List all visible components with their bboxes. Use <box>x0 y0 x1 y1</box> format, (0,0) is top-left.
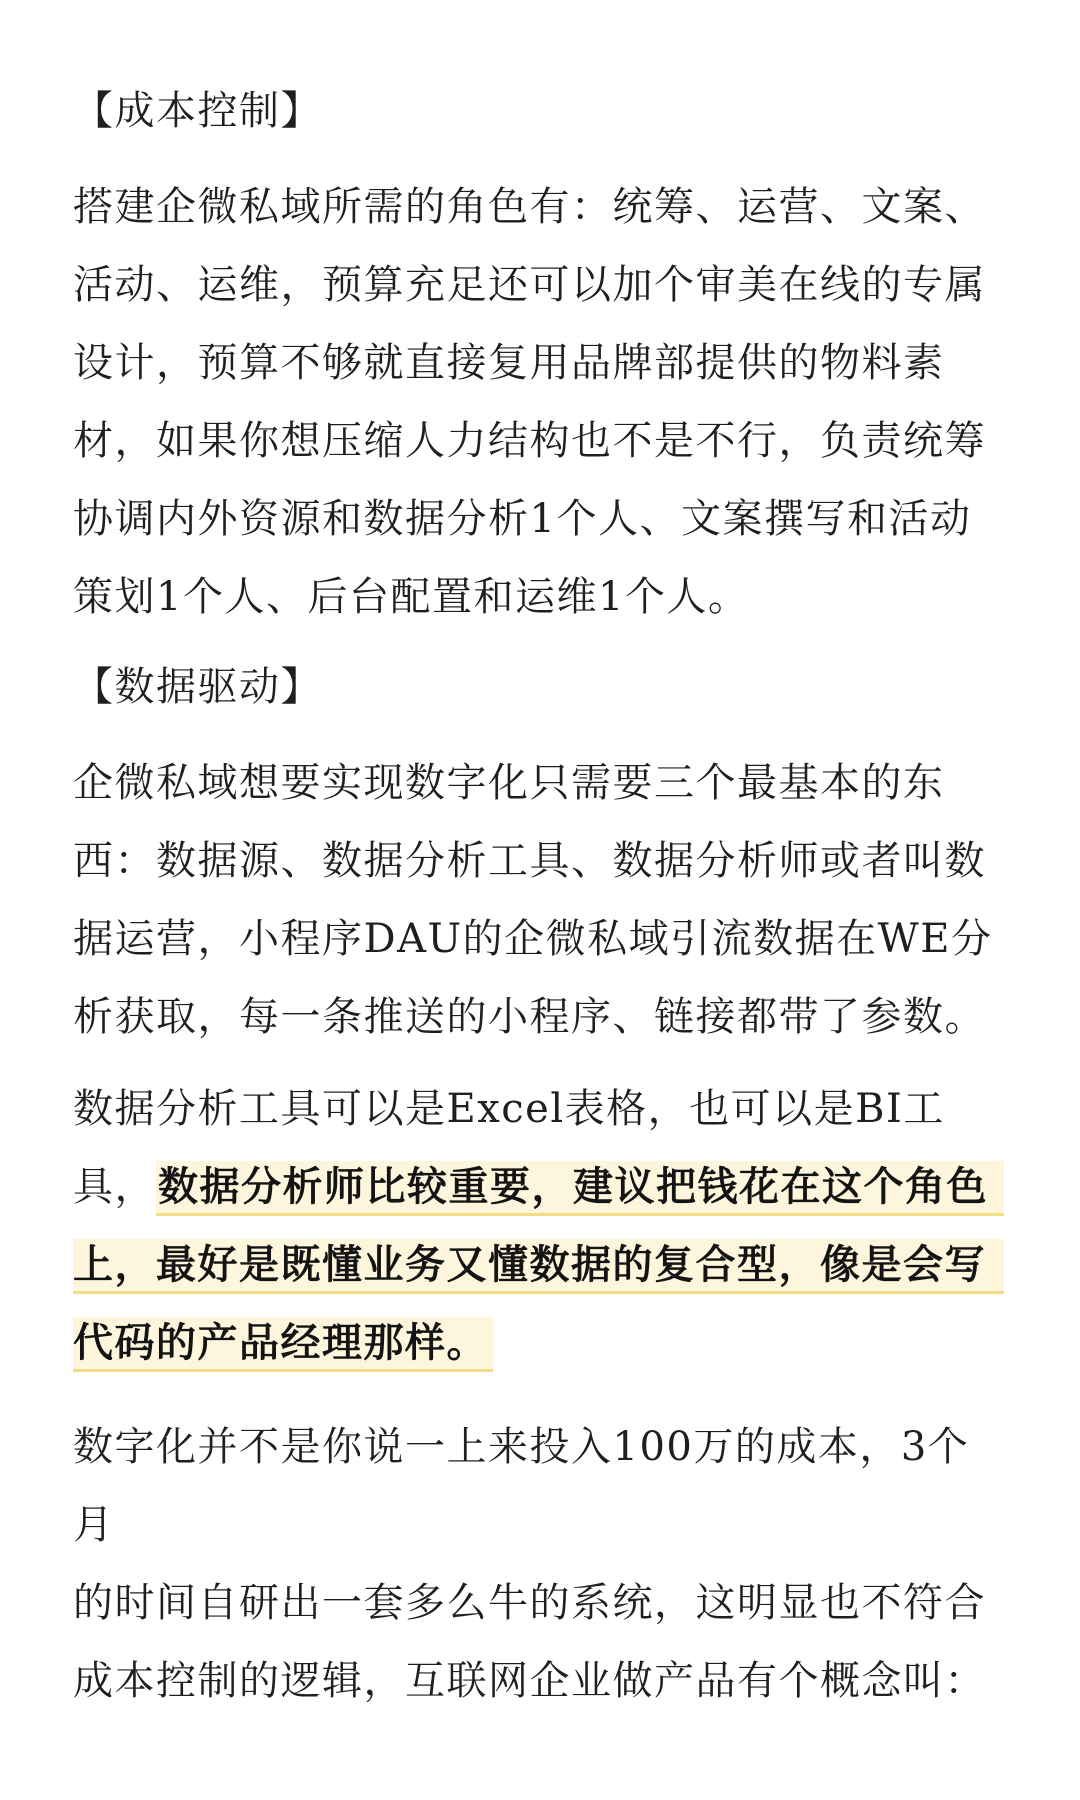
section-heading-data-driven: 【数据驱动】 <box>73 664 322 710</box>
paragraph-analysis-tools-line1: 数据分析工具可以是Excel表格，也可以是BI工 <box>73 1086 945 1132</box>
highlighted-text: 数据分析师比较重要，建议把钱花在这个角色 <box>158 1163 988 1210</box>
highlighted-text: 上，最好是既懂业务又懂数据的复合型，像是会写 <box>73 1241 986 1288</box>
paragraph-cost-logic: 数字化并不是你说一上来投入100万的成本，3个月 的时间自研出一套多么牛的系统，这明显也不符合 成本控制的逻辑，互联网企业做产品有个概念叫： <box>73 1424 986 1704</box>
section-heading-cost-control: 【成本控制】 <box>73 88 322 134</box>
paragraph-analysis-tools-lead: 具， <box>73 1164 156 1210</box>
paragraph-roles: 搭建企微私域所需的角色有：统筹、运营、文案、 活动、运维，预算充足还可以加个审美在线的专属 设计，预算不够就直接复用品牌部提供的物料素 材，如果你想压缩人力结构也不是不行，负责统筹 协调内外资源和数据分析1个人、文案撰写和活动 策划1个人、后台配置和运维1个人。 <box>73 184 986 620</box>
highlighted-text: 代码的产品经理那样。 <box>73 1319 488 1366</box>
paragraph-digitalization-basics: 企微私域想要实现数字化只需要三个最基本的东 西：数据源、数据分析工具、数据分析师或者叫数 据运营，小程序DAU的企微私域引流数据在WE分 析获取，每一条推送的小程序、链接都带了参数。 <box>73 760 993 1040</box>
